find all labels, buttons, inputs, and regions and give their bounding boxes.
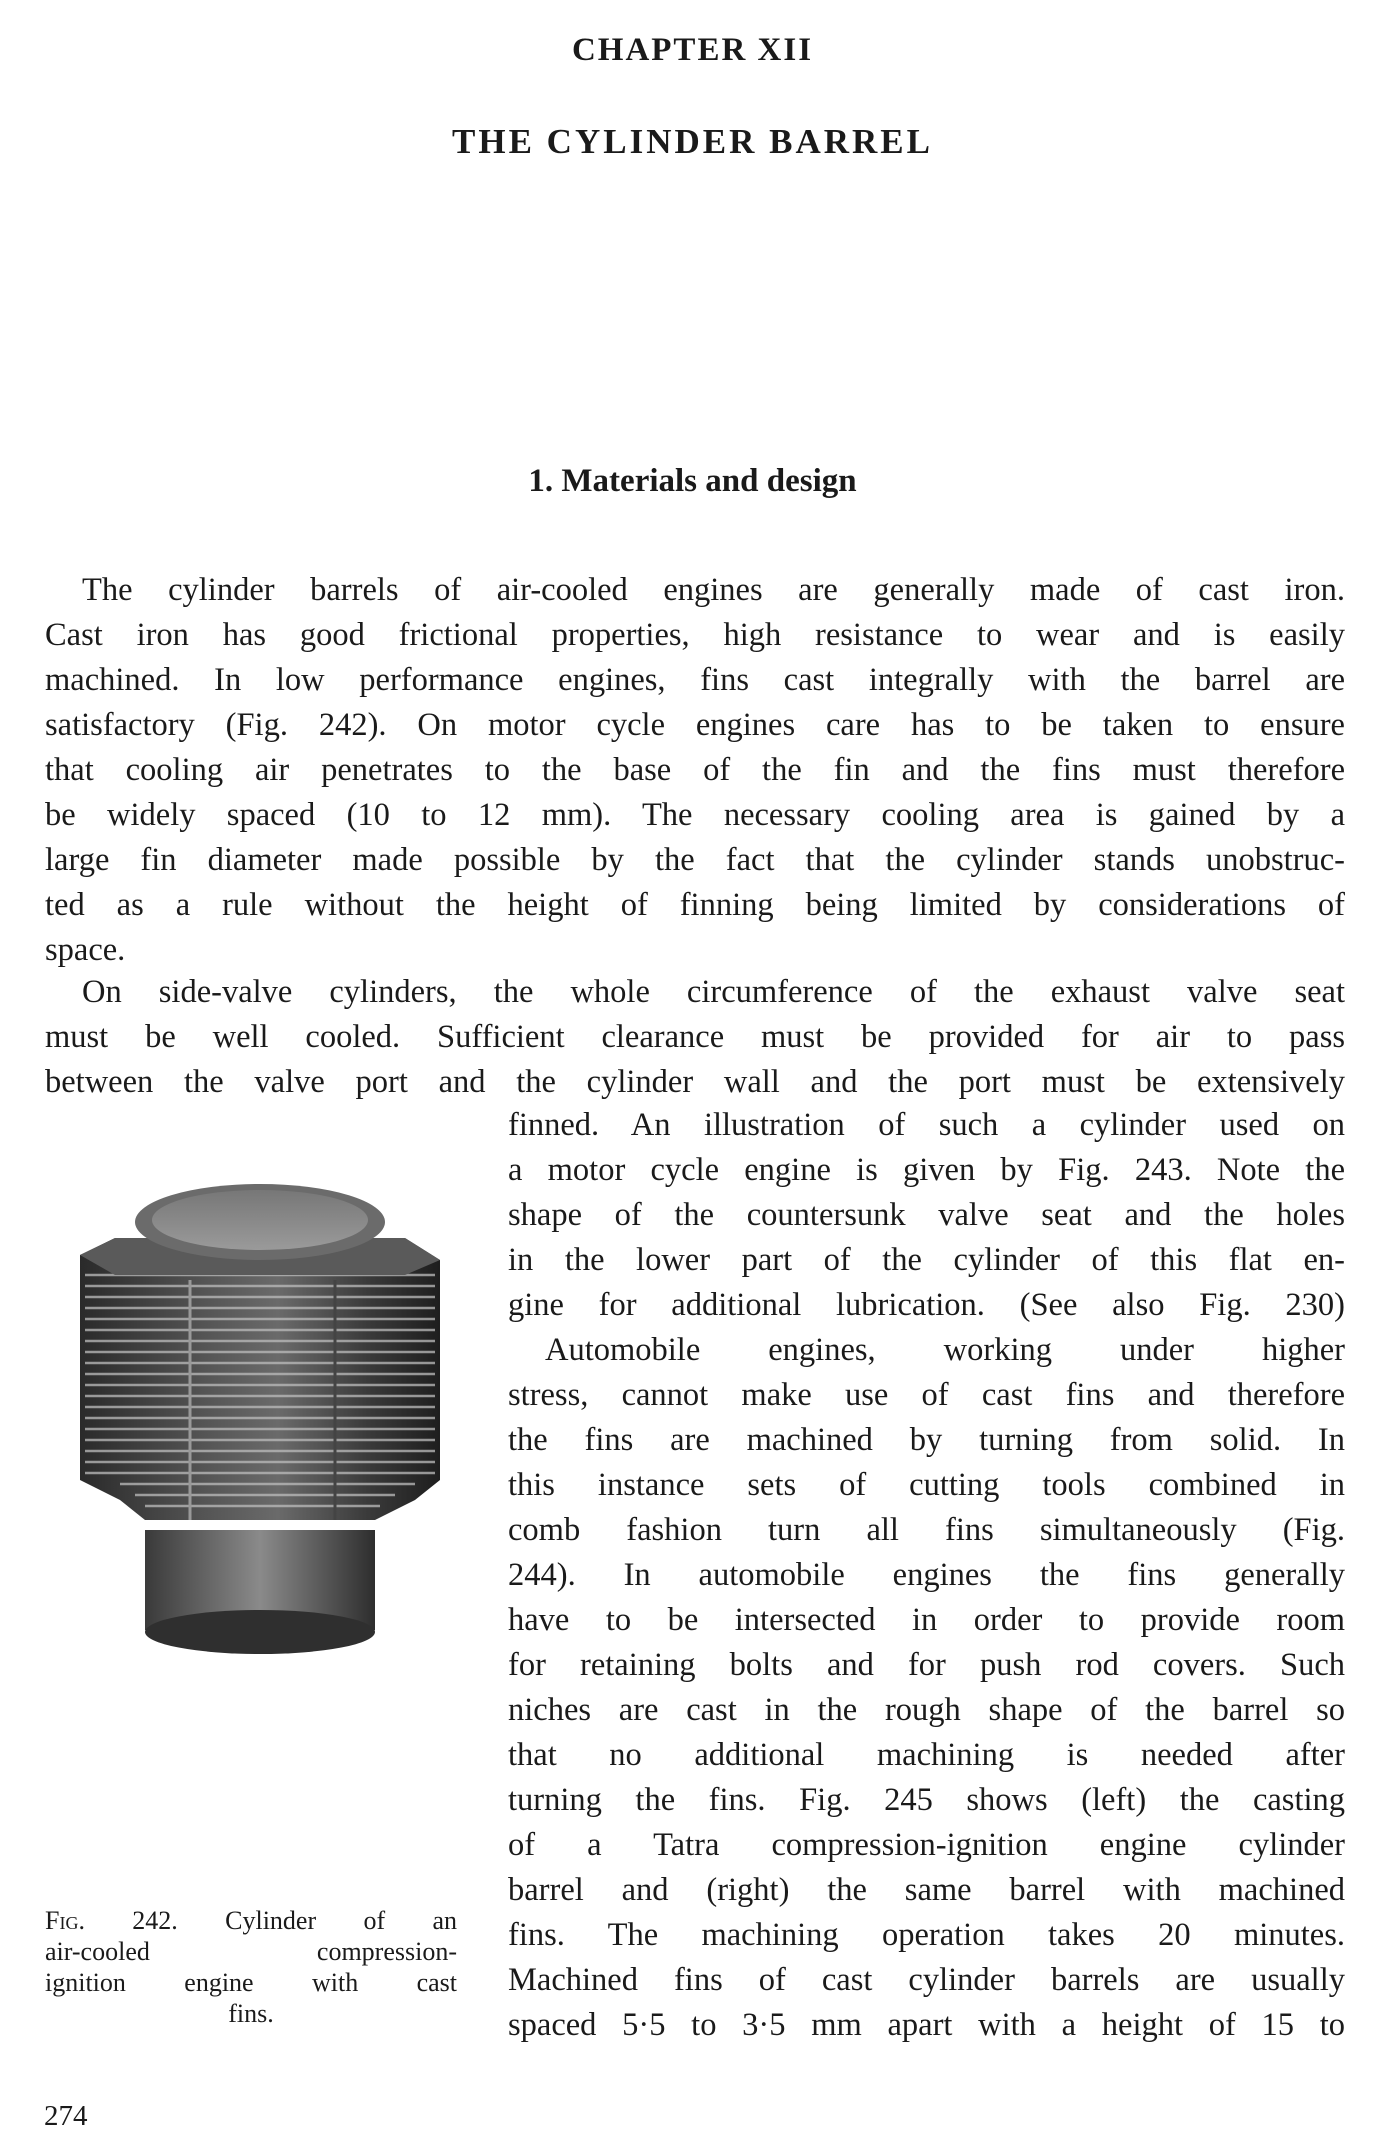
text-line: fins. The machining operation takes 20 minutes. [508, 1917, 1345, 1953]
caption-text: 242. Cylinder of an [84, 1906, 457, 1935]
text-line: machined. In low performance engines, fins cast integrally with the barrel are [45, 662, 1345, 698]
text-line: have to be intersected in order to provide room [508, 1602, 1345, 1638]
text-line: be widely spaced (10 to 12 mm). The necessary cooling area is gained by a [45, 797, 1345, 833]
text-line: that no additional machining is needed after [508, 1737, 1345, 1773]
text-line: niches are cast in the rough shape of the barrel so [508, 1692, 1345, 1728]
text-line: in the lower part of the cylinder of this flat en- [508, 1242, 1345, 1278]
text-line: space. [45, 932, 126, 968]
chapter-title: THE CYLINDER BARREL [452, 122, 933, 161]
chapter-label: CHAPTER XII [571, 32, 814, 68]
text-line: Cast iron has good frictional properties, high resistance to wear and is easily [45, 617, 1345, 653]
text-line: gine for additional lubrication. (See also Fig. 230) [508, 1287, 1345, 1323]
text-line: a motor cycle engine is given by Fig. 243. Note the [508, 1152, 1345, 1188]
caption-line: fins. [228, 1999, 274, 2028]
caption-fig-label: Fig. [45, 1906, 85, 1935]
text-line: large fin diameter made possible by the fact that the cylinder stands unobstruc- [45, 842, 1345, 878]
text-line: barrel and (right) the same barrel with machined [508, 1872, 1345, 1908]
text-line: On side-valve cylinders, the whole circumference of the exhaust valve seat [82, 974, 1345, 1010]
text-line: this instance sets of cutting tools combined in [508, 1467, 1345, 1503]
text-line: that cooling air penetrates to the base of the fin and the fins must therefore [45, 752, 1345, 788]
cylinder-barrel-icon [45, 1150, 445, 1670]
text-line: between the valve port and the cylinder wall and the port must be extensively [45, 1064, 1345, 1100]
text-line: Machined fins of cast cylinder barrels are usually [508, 1962, 1345, 1998]
text-line: the fins are machined by turning from solid. In [508, 1422, 1345, 1458]
text-line: The cylinder barrels of air-cooled engines are generally made of cast iron. [82, 572, 1345, 608]
text-line: Automobile engines, working under higher [545, 1332, 1345, 1368]
text-line: 244). In automobile engines the fins generally [508, 1557, 1345, 1593]
cylinder-barrel-figure [45, 1150, 445, 1670]
text-line: ted as a rule without the height of finning being limited by considerations of [45, 887, 1345, 923]
caption-line: ignition engine with cast [45, 1968, 457, 1997]
text-line: satisfactory (Fig. 242). On motor cycle engines care has to be taken to ensure [45, 707, 1345, 743]
caption-line [45, 1905, 457, 1936]
text-line: finned. An illustration of such a cylinder used on [508, 1107, 1345, 1143]
text-line: turning the fins. Fig. 245 shows (left) the casting [508, 1782, 1345, 1818]
text-line: must be well cooled. Sufficient clearance must be provided for air to pass [45, 1019, 1345, 1055]
caption-line: air-cooled compression- [45, 1937, 457, 1966]
text-line: for retaining bolts and for push rod covers. Such [508, 1647, 1345, 1683]
text-line: of a Tatra compression-ignition engine cylinder [508, 1827, 1345, 1863]
section-heading: 1. Materials and design [528, 463, 857, 499]
text-line: spaced 5·5 to 3·5 mm apart with a height of 15 to [508, 2007, 1345, 2043]
text-line: shape of the countersunk valve seat and the holes [508, 1197, 1345, 1233]
text-line: stress, cannot make use of cast fins and therefore [508, 1377, 1345, 1413]
page-number: 274 [44, 2100, 88, 2132]
text-line: comb fashion turn all fins simultaneously (Fig. [508, 1512, 1345, 1548]
